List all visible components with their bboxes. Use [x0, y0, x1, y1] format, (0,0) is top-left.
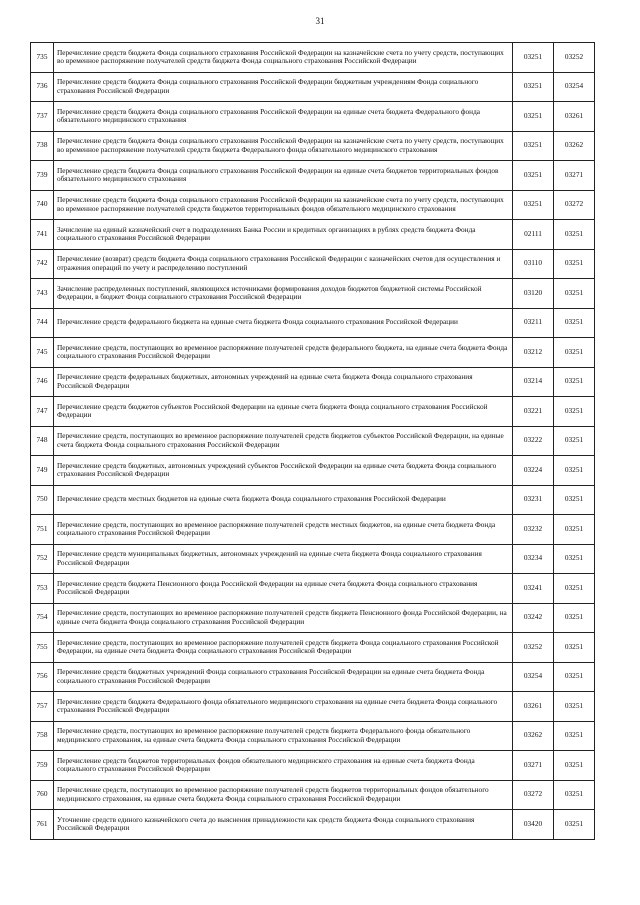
row-code-credit: 03251	[554, 574, 595, 604]
row-description: Уточнение средств единого казначейского счета до выяснения принадлежности как средств бюджета Фонда социального страхования Российской Федерации	[54, 810, 513, 840]
row-code-credit: 03251	[554, 603, 595, 633]
row-number: 759	[31, 751, 54, 781]
row-description: Перечисление средств бюджета Фонда социального страхования Российской Федерации на казначейские счета по учету средств, поступающих во временное распоряжение получателей средств бюджетов территориальных фондов обязательного медицинского страхования	[54, 190, 513, 220]
row-code-credit: 03251	[554, 515, 595, 545]
row-description: Перечисление средств федерального бюджета на единые счета бюджета Фонда социального страхования Российской Федерации	[54, 308, 513, 338]
row-description: Перечисление средств, поступающих во временное распоряжение получателей средств бюджета Пенсионного фонда Российской Федерации, на единые счета бюджета Фонда социального страхования Российской Федерации	[54, 603, 513, 633]
row-code-credit: 03251	[554, 308, 595, 338]
row-description: Перечисление средств муниципальных бюджетных, автономных учреждений на единые счета бюджета Фонда социального страхования Российской Федерации	[54, 544, 513, 574]
table-row	[31, 72, 595, 102]
table-row	[31, 426, 595, 456]
row-number: 739	[31, 161, 54, 191]
row-code-debit: 03251	[513, 43, 554, 73]
row-code-debit: 03110	[513, 249, 554, 279]
row-description: Перечисление средств федеральных бюджетных, автономных учреждений на единые счета бюджета Фонда социального страхования Российской Федерации	[54, 367, 513, 397]
row-description: Перечисление средств бюджетов территориальных фондов обязательного медицинского страхования на единые счета бюджета Фонда социального страхования Российской Федерации	[54, 751, 513, 781]
row-code-credit: 03251	[554, 249, 595, 279]
row-number: 758	[31, 721, 54, 751]
row-description: Перечисление средств, поступающих во временное распоряжение получателей средств местных бюджетов, на единые счета бюджета Фонда социального страхования Российской Федерации	[54, 515, 513, 545]
table-row	[31, 780, 595, 810]
row-description: Перечисление (возврат) средств бюджета Фонда социального страхования Российской Федерации с казначейских счетов для осуществления и отражения операций по учету и распределению поступлений	[54, 249, 513, 279]
table-row	[31, 338, 595, 368]
row-number: 751	[31, 515, 54, 545]
row-code-debit: 03252	[513, 633, 554, 663]
row-number: 760	[31, 780, 54, 810]
row-description: Перечисление средств, поступающих во временное распоряжение получателей средств бюджета Фонда социального страхования Российской Федерации, на единые счета бюджета Фонда социального страхования Российской Федерации	[54, 633, 513, 663]
table-row	[31, 544, 595, 574]
row-number: 742	[31, 249, 54, 279]
row-code-credit: 03251	[554, 426, 595, 456]
table-row	[31, 751, 595, 781]
table-row	[31, 810, 595, 840]
table-row	[31, 43, 595, 73]
row-code-debit: 03261	[513, 692, 554, 722]
table-row	[31, 692, 595, 722]
table-row	[31, 485, 595, 515]
row-description: Перечисление средств, поступающих во временное распоряжение получателей средств бюджетов субъектов Российской Федерации, на единые счета бюджета Фонда социального страхования Российской Федерации	[54, 426, 513, 456]
row-description: Перечисление средств бюджета Пенсионного фонда Российской Федерации на единые счета бюджета Фонда социального страхования Российской Федерации	[54, 574, 513, 604]
row-description: Перечисление средств бюджета Фонда социального страхования Российской Федерации на единые счета бюджета Федерального фонда обязательного медицинского страхования	[54, 102, 513, 132]
row-number: 753	[31, 574, 54, 604]
table-row	[31, 515, 595, 545]
row-code-debit: 03242	[513, 603, 554, 633]
row-code-credit: 03251	[554, 721, 595, 751]
row-number: 761	[31, 810, 54, 840]
row-code-credit: 03251	[554, 751, 595, 781]
row-number: 747	[31, 397, 54, 427]
table-row	[31, 220, 595, 250]
table-row	[31, 367, 595, 397]
row-code-credit: 03254	[554, 72, 595, 102]
row-code-credit: 03251	[554, 456, 595, 486]
table-row	[31, 102, 595, 132]
row-number: 748	[31, 426, 54, 456]
row-code-debit: 03272	[513, 780, 554, 810]
row-number: 743	[31, 279, 54, 309]
row-number: 754	[31, 603, 54, 633]
table-row	[31, 633, 595, 663]
table-row	[31, 249, 595, 279]
row-number: 750	[31, 485, 54, 515]
row-description: Перечисление средств, поступающих во временное распоряжение получателей средств бюджетов территориальных фондов обязательного медицинского страхования, на единые счета бюджета Фонда социального страхования Российской Федерации	[54, 780, 513, 810]
row-code-debit: 03262	[513, 721, 554, 751]
row-description: Перечисление средств, поступающих во временное распоряжение получателей средств федерального бюджета, на единые счета бюджета Фонда социального страхования Российской Федерации	[54, 338, 513, 368]
row-code-debit: 03251	[513, 190, 554, 220]
row-code-debit: 03251	[513, 72, 554, 102]
table-row	[31, 397, 595, 427]
row-code-credit: 03272	[554, 190, 595, 220]
row-code-credit: 03251	[554, 633, 595, 663]
row-number: 756	[31, 662, 54, 692]
row-code-credit: 03251	[554, 780, 595, 810]
row-description: Перечисление средств бюджета Федерального фонда обязательного медицинского страхования на единые счета бюджета Фонда социального страхования Российской Федерации	[54, 692, 513, 722]
row-description: Перечисление средств бюджета Фонда социального страхования Российской Федерации на казначейские счета по учету средств, поступающих во временное распоряжение получателей средств бюджета Фонда социального страхования Российской Федерации	[54, 43, 513, 73]
row-code-debit: 03251	[513, 161, 554, 191]
row-number: 745	[31, 338, 54, 368]
row-code-debit: 03214	[513, 367, 554, 397]
row-code-debit: 03222	[513, 426, 554, 456]
row-code-debit: 03232	[513, 515, 554, 545]
table-row	[31, 574, 595, 604]
row-code-debit: 03420	[513, 810, 554, 840]
row-code-debit: 03251	[513, 102, 554, 132]
row-number: 741	[31, 220, 54, 250]
row-code-credit: 03262	[554, 131, 595, 161]
table-row	[31, 721, 595, 751]
row-number: 737	[31, 102, 54, 132]
row-description: Перечисление средств бюджетных учреждений Фонда социального страхования Российской Федерации на единые счета бюджета Фонда социального страхования Российской Федерации	[54, 662, 513, 692]
row-description: Перечисление средств местных бюджетов на единые счета бюджета Фонда социального страхования Российской Федерации	[54, 485, 513, 515]
row-code-credit: 03251	[554, 485, 595, 515]
row-number: 738	[31, 131, 54, 161]
page-number: 31	[315, 16, 325, 26]
row-code-debit: 03254	[513, 662, 554, 692]
row-code-credit: 03251	[554, 279, 595, 309]
row-code-debit: 03231	[513, 485, 554, 515]
row-code-debit: 03212	[513, 338, 554, 368]
row-code-credit: 03271	[554, 161, 595, 191]
row-description: Зачисление на единый казначейский счет в подразделениях Банка России и кредитных организациях в рублях средств бюджета Фонда социального страхования Российской Федерации	[54, 220, 513, 250]
row-description: Перечисление средств бюджета Фонда социального страхования Российской Федерации на казначейские счета по учету средств, поступающих во временное распоряжение получателей средств бюджета Федерального фонда обязательного медицинского страхования	[54, 131, 513, 161]
row-number: 757	[31, 692, 54, 722]
row-code-debit: 03234	[513, 544, 554, 574]
row-number: 740	[31, 190, 54, 220]
table-row	[31, 308, 595, 338]
row-number: 755	[31, 633, 54, 663]
row-description: Перечисление средств бюджетных, автономных учреждений субъектов Российской Федерации на единые счета бюджета Фонда социального страхования Российской Федерации	[54, 456, 513, 486]
row-description: Перечисление средств бюджета Фонда социального страхования Российской Федерации на единые счета бюджетов территориальных фондов обязательного медицинского страхования	[54, 161, 513, 191]
row-description: Зачисление распределенных поступлений, являющихся источниками формирования доходов бюджетов бюджетной системы Российской Федерации, в бюджет Фонда социального страхования Российской Федерации	[54, 279, 513, 309]
table-row	[31, 190, 595, 220]
row-code-credit: 03252	[554, 43, 595, 73]
row-description: Перечисление средств, поступающих во временное распоряжение получателей средств бюджета Федерального фонда обязательного медицинского страхования, на единые счета бюджета Фонда социального страхования Российской Федерации	[54, 721, 513, 751]
row-description: Перечисление средств бюджетов субъектов Российской Федерации на единые счета бюджета Фонда социального страхования Российской Федерации	[54, 397, 513, 427]
row-description: Перечисление средств бюджета Фонда социального страхования Российской Федерации бюджетным учреждениям Фонда социального страхования Российской Федерации	[54, 72, 513, 102]
row-code-credit: 03251	[554, 220, 595, 250]
row-code-credit: 03251	[554, 544, 595, 574]
row-number: 746	[31, 367, 54, 397]
row-code-credit: 03251	[554, 367, 595, 397]
row-code-credit: 03251	[554, 810, 595, 840]
accounts-table	[30, 42, 595, 840]
row-code-debit: 03241	[513, 574, 554, 604]
row-code-debit: 03251	[513, 131, 554, 161]
row-code-debit: 03211	[513, 308, 554, 338]
table-body	[31, 43, 595, 840]
row-code-credit: 03251	[554, 338, 595, 368]
row-code-credit: 03261	[554, 102, 595, 132]
row-code-debit: 03271	[513, 751, 554, 781]
table-row	[31, 131, 595, 161]
row-number: 752	[31, 544, 54, 574]
row-code-credit: 03251	[554, 397, 595, 427]
table-row	[31, 456, 595, 486]
row-number: 749	[31, 456, 54, 486]
row-code-debit: 03224	[513, 456, 554, 486]
row-code-debit: 03120	[513, 279, 554, 309]
table-row	[31, 279, 595, 309]
row-number: 744	[31, 308, 54, 338]
row-code-credit: 03251	[554, 692, 595, 722]
table-row	[31, 603, 595, 633]
table-row	[31, 161, 595, 191]
row-code-debit: 02111	[513, 220, 554, 250]
table-row	[31, 662, 595, 692]
row-code-credit: 03251	[554, 662, 595, 692]
row-code-debit: 03221	[513, 397, 554, 427]
row-number: 735	[31, 43, 54, 73]
row-number: 736	[31, 72, 54, 102]
